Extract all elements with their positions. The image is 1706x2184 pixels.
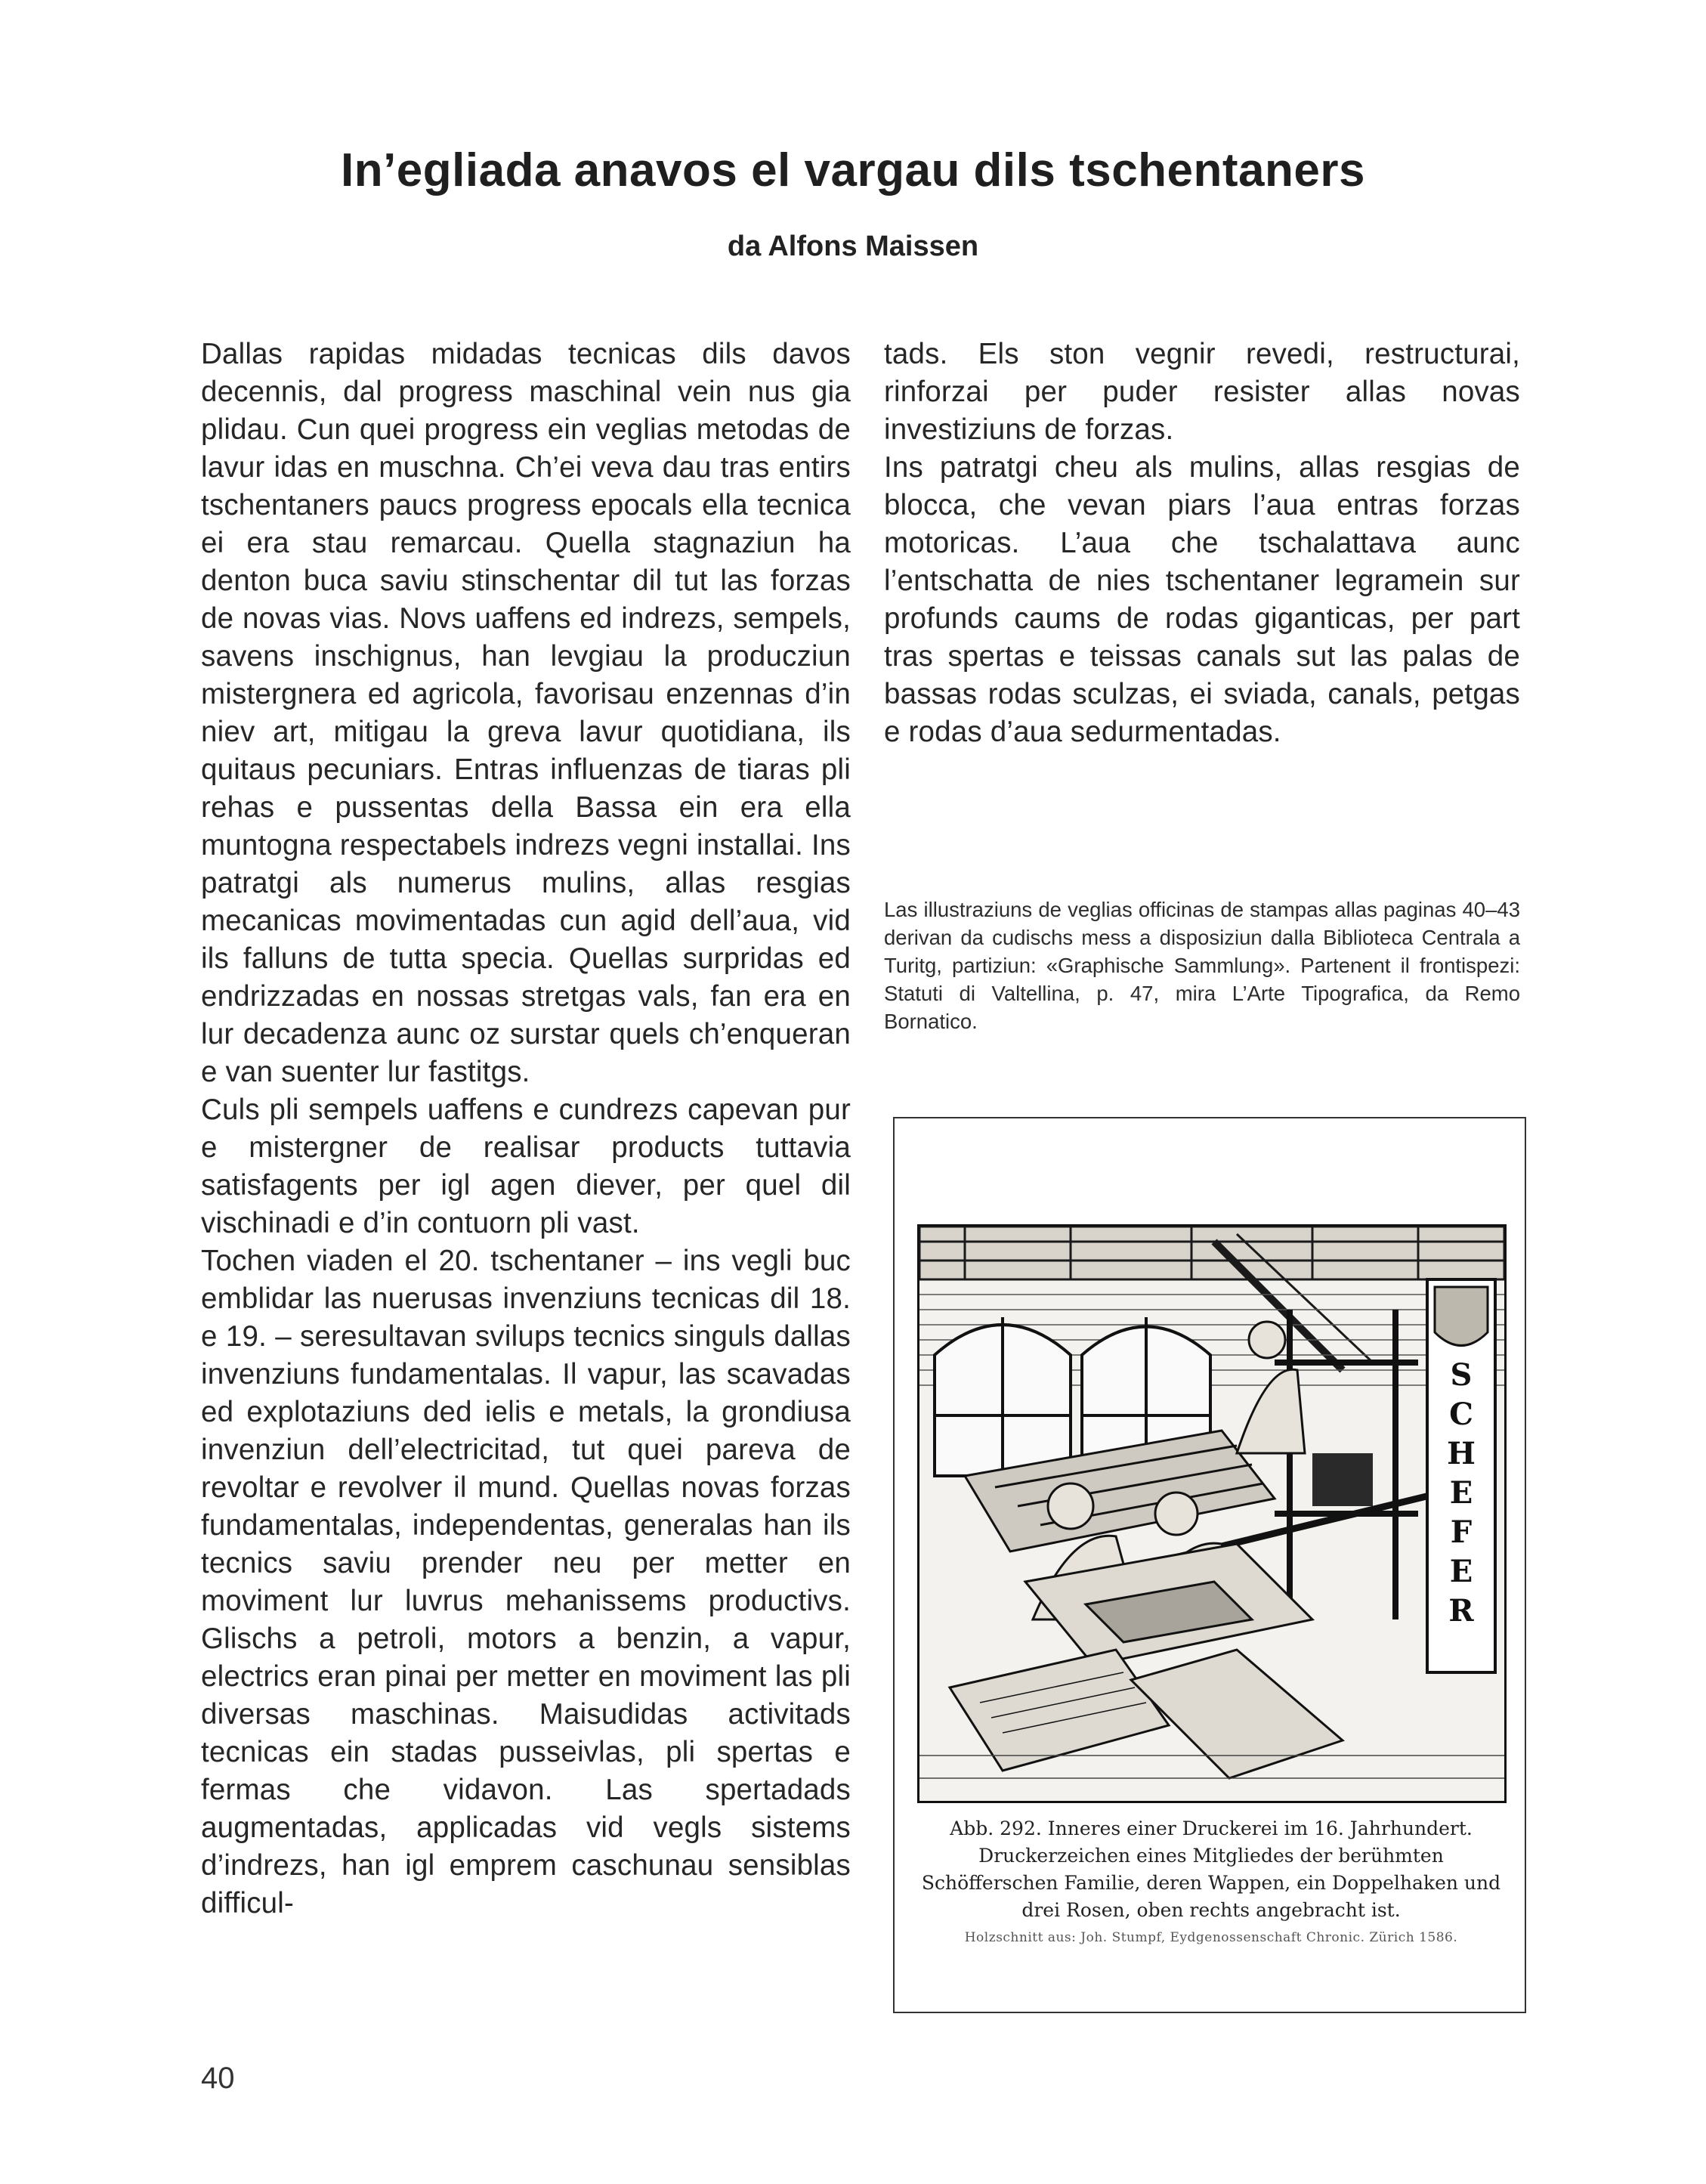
figure-caption	[913, 1815, 1510, 1951]
banner-letter: S	[1450, 1357, 1473, 1393]
paragraph: Dallas rapidas midadas tecnicas dils davos decennis, dal progress maschinal vein nus gia plidau. Cun quei progress ein veglias metodas de lavur idas en muschna. Ch’ei veva dau tras entirs tschentaners paucs progress epocals ella tecnica ei era stau remarcau. Quella stagnaziun ha denton buca saviu stinschentar dil tut las forzas de novas vias. Novs uaffens ed indrezs, sempels, savens inschignus, han levgiau la producziun mistergnera ed agricola, favorisau enzennas d’in niev art, mitigau la greva lavur quotidiana, ils quitaus pecuniars. Entras influenzas de tiaras pli rehas e pussentas della Bassa ein era ella muntogna respectabels indrezs vegni installai. Ins patratgi als numerus mulins, allas resgias mecanicas movimentadas cun agid dell’aua, vid ils falluns de tutta specia. Quellas surpridas ed endrizzadas en nossas stretgas vals, fan era en lur decadenza aunc oz surstar quels ch’enqueran e van suenter lur fastitgs.	[201, 338, 851, 1088]
figure-frame	[893, 1117, 1526, 2013]
banner-letter: E	[1449, 1475, 1473, 1511]
coat-of-arms-icon	[1435, 1287, 1488, 1346]
paragraph: Tochen viaden el 20. tschentaner – ins vegli buc emblidar las nuerusas invenziuns tecnicas dil 18. e 19. – seresultavan svilups tecnics singuls dallas invenziuns fundamentalas. Il vapur, las scavadas ed explotaziuns ded ielis e metals, la grondiusa invenziun dell’electricitad, tut quei pareva de revoltar e revolver il mund. Quellas novas forzas fundamentalas, independentas, generalas han ils tecnics saviu prender neu per metter en moviment lur luvrus mehanissems productivs. Glischs a petroli, motors a benzin, a vapur, electrics eran pinai per metter en moviment las pli diversas maschinas. Maisudidas activitads tecnicas ein stadas pusseivlas, pli spertas e fermas che vidavon. Las spertadads augmentadas, applicadas vid vegls sistems d’indrezs, han igl emprem caschunau sensiblas difficul-	[201, 1245, 851, 1920]
article-author: da Alfons Maissen	[727, 230, 979, 262]
paragraph: tads. Els ston vegnir revedi, restructurai, rinforzai per puder resister allas novas investiziuns de forzas.	[884, 338, 1520, 446]
figure-source: Holzschnitt aus: Joh. Stumpf, Eydgenossenschaft Chronic. Zürich 1586.	[964, 1930, 1458, 1945]
banner-letter: C	[1449, 1397, 1473, 1432]
banner-letter: H	[1447, 1436, 1476, 1471]
banner-letter: F	[1450, 1514, 1473, 1550]
right-text-column	[884, 336, 1520, 751]
paragraph: Culs pli sempels uaffens e cundrezs capevan pur e mistergner de realisar products tuttavia satisfagents per igl agen diever, per quel dil vischinadi e d’in contuorn pli vast.	[201, 1094, 851, 1239]
article-title: In’egliada anavos el vargau dils tschentaners	[340, 144, 1365, 196]
illustration-note: Las illustraziuns de veglias officinas de stampas allas paginas 40–43 derivan da cudischs mess a disposiziun dalla Biblioteca Centrala a Turitg, partiziun: «Graphische Sammlung». Partenent il frontispezi: Statuti di Valtellina, p. 47, mira L’Arte Tipografica, da Remo Bornatico.	[884, 898, 1520, 1033]
paragraph: Ins patratgi cheu als mulins, allas resgias de blocca, che vevan piars l’aua entras forzas motoricas. L’aua che tschalattava aunc l’entschatta de nies tschentaner legramein sur profunds caums de rodas giganticas, per part tras spertas e teissas canals sut las palas de bassas rodas sculzas, ei sviada, canals, petgas e rodas d’aua sedurmentadas.	[884, 451, 1520, 748]
page-number: 40	[201, 2062, 235, 2095]
woodcut-printing-workshop-image	[917, 1224, 1507, 1803]
figure-caption-text: Abb. 292. Inneres einer Druckerei im 16. Jahrhundert. Druckerzeichen eines Mitgliedes der berühmten Schöfferschen Familie, deren Wappen, ein Doppelhaken und drei Rosen, oben rechts angebracht ist.	[921, 1817, 1501, 1921]
banner-letter: R	[1448, 1593, 1474, 1629]
banner-letter: E	[1449, 1554, 1473, 1589]
woodcut-drawing	[919, 1227, 1504, 1801]
left-text-column	[201, 336, 851, 1923]
